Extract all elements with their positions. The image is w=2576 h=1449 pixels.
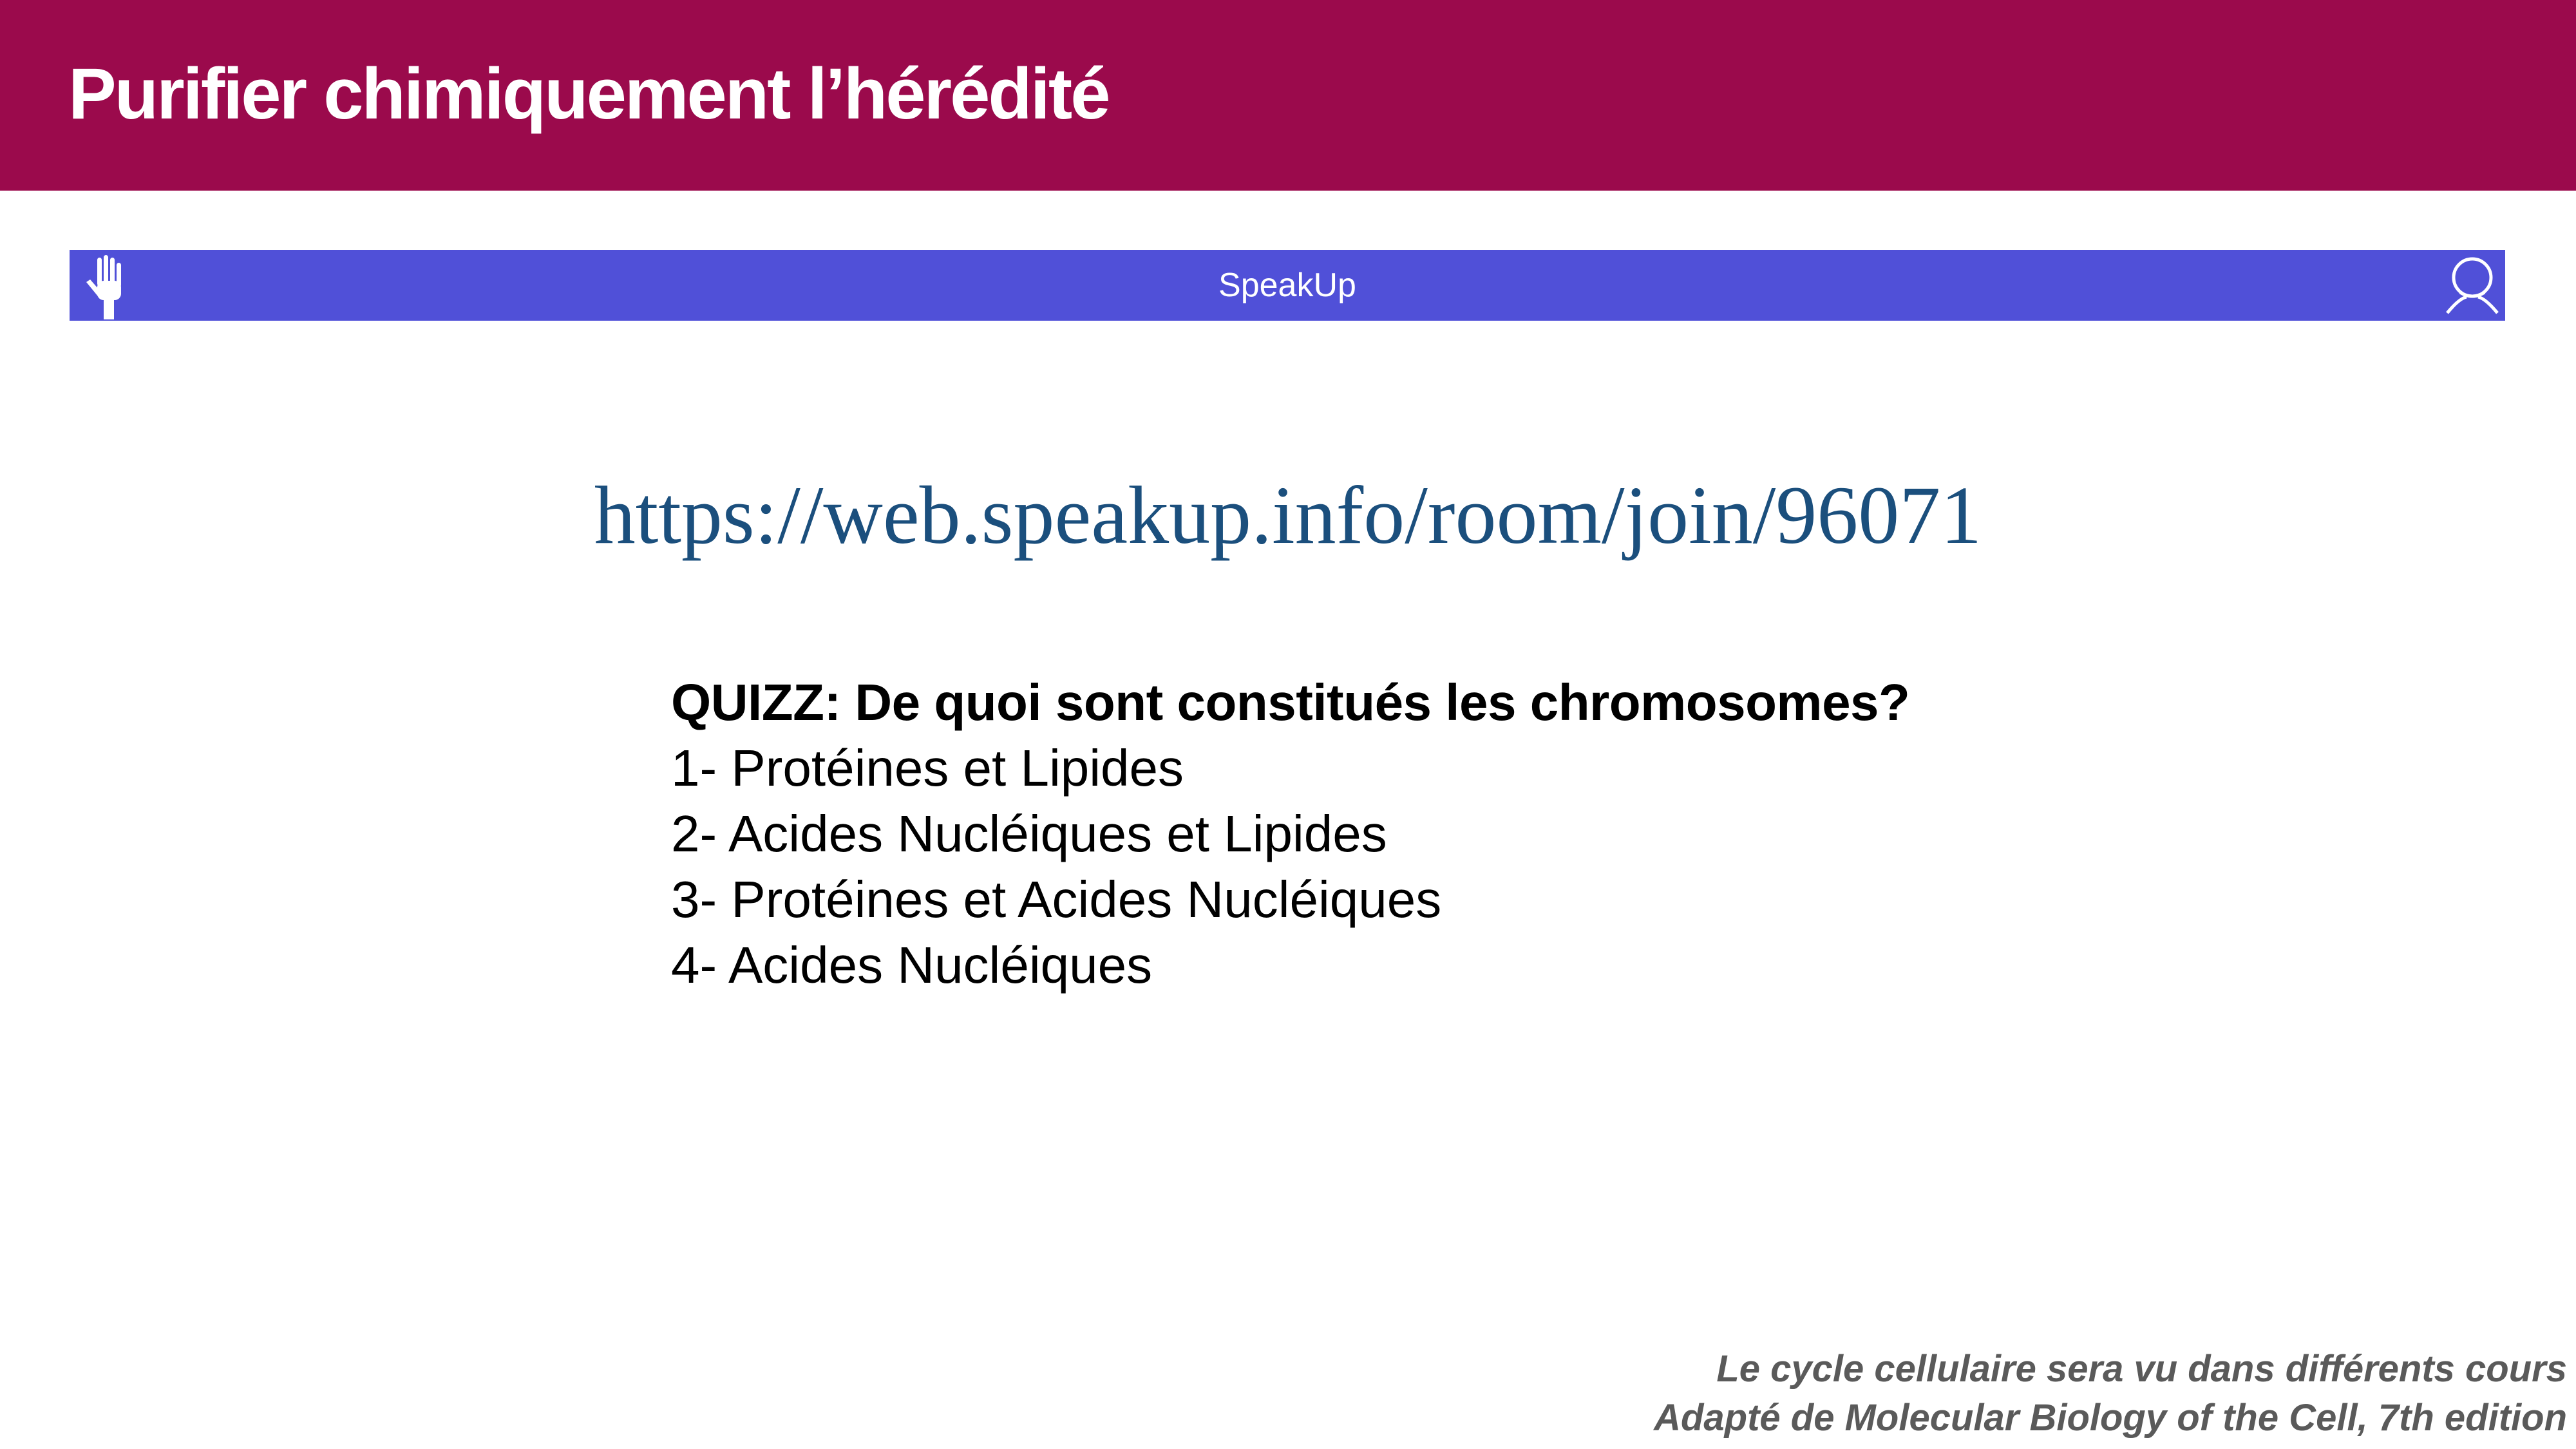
quiz-options <box>671 735 1909 998</box>
footnote-source: Adapté de Molecular Biology of the Cell, 7th edition <box>1654 1397 2567 1439</box>
user-profile-icon[interactable] <box>2443 256 2501 316</box>
quiz-block <box>671 670 1909 998</box>
quiz-option-3: 3- Protéines et Acides Nucléiques <box>671 871 1442 928</box>
footnote-cell-cycle: Le cycle cellulaire sera vu dans différents cours <box>1716 1348 2567 1390</box>
footnotes <box>1654 1345 2567 1443</box>
quiz-option-2: 2- Acides Nucléiques et Lipides <box>671 805 1387 862</box>
speakup-toolbar <box>70 250 2505 321</box>
speakup-title: SpeakUp <box>1218 267 1356 304</box>
title-banner <box>0 0 2576 191</box>
room-join-link[interactable]: https://web.speakup.info/room/join/96071 <box>594 469 1982 561</box>
quiz-question: QUIZZ: De quoi sont constitués les chromosomes? <box>671 674 1910 731</box>
quiz-option-4: 4- Acides Nucléiques <box>671 936 1153 994</box>
quiz-option-1: 1- Protéines et Lipides <box>671 739 1184 797</box>
slide-title: Purifier chimiquement l’hérédité <box>68 53 1109 134</box>
